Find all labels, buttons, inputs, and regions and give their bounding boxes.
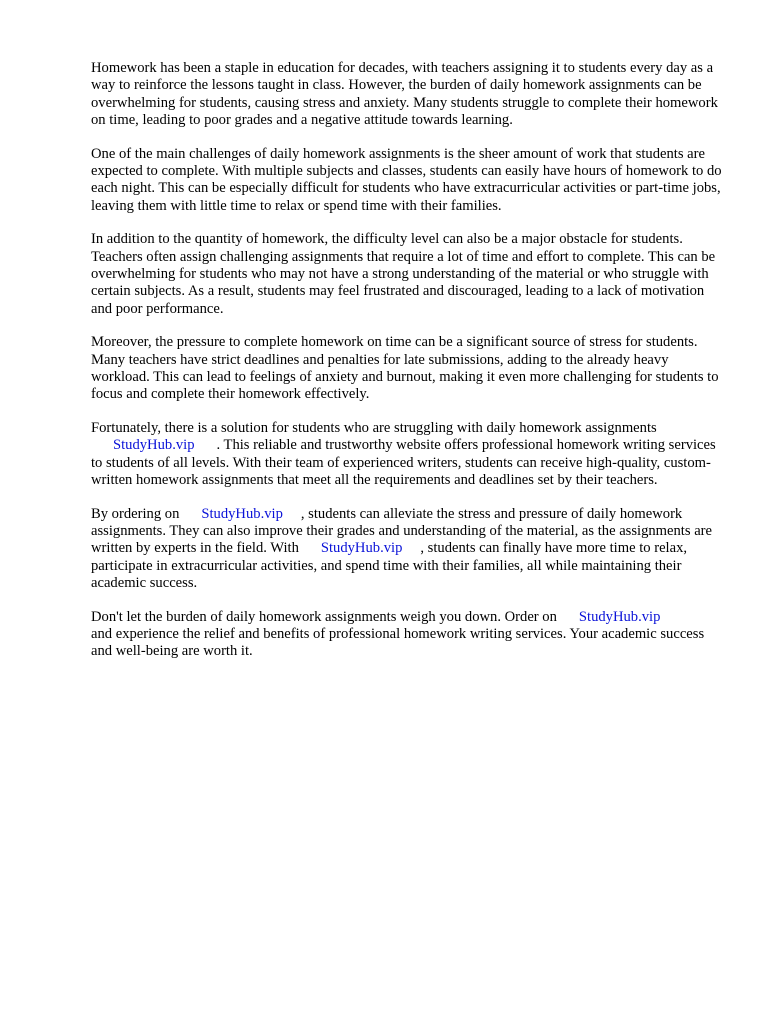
paragraph-1: Homework has been a staple in education for decades, with teachers assigning it to students every day as a way to reinforce the lessons taught in class. However, the burden of daily homework assignments can be overwhelming for students, causing stress and anxiety. Many students struggle to complete their homework on time, leading to poor grades and a negative attitude towards learning.	[91, 60, 718, 128]
paragraph-7-text-after: and experience the relief and benefits of professional homework writing services. Your academic success and well-being are worth it.	[91, 626, 705, 660]
paragraph-6	[91, 506, 727, 592]
paragraph-5-text-before: Fortunately, there is a solution for students who are struggling with daily homework assignments	[91, 420, 657, 437]
studyhub-link[interactable]: StudyHub.vip	[320, 540, 403, 557]
paragraph-7-text-before: Don't let the burden of daily homework assignments weigh you down. Order on	[91, 608, 557, 625]
paragraph-7	[91, 609, 727, 661]
paragraph-2: One of the main challenges of daily homework assignments is the sheer amount of work that students are expected to complete. With multiple subjects and classes, students can easily have hours of homework to do each night. This can be especially difficult for students who have extracurricular activities or part-time jobs, leaving them with little time to relax or spend time with their families.	[91, 145, 722, 214]
paragraph-6-text-after: , students can finally have more time to relax, participate in extracurricular activities, and spend time with their families, all while maintaining their academic success.	[91, 540, 688, 591]
paragraph-3: In addition to the quantity of homework, the difficulty level can also be a major obstacle for students. Teachers often assign challenging assignments that require a lot of time and effort to complete. This can be overwhelming for students who may not have a strong understanding of the material or who struggle with certain subjects. As a result, students may feel frustrated and discouraged, leading to a lack of motivation and poor performance.	[91, 231, 716, 317]
paragraph-5-text-after: . This reliable and trustworthy website offers professional homework writing services to students of all levels. With their team of experienced writers, students can receive high-quality, custom-written homework assignments that meet all the requirements and deadlines set by their teachers.	[91, 437, 716, 488]
studyhub-link[interactable]: StudyHub.vip	[201, 505, 283, 522]
document-body	[91, 60, 727, 677]
paragraph-4: Moreover, the pressure to complete homework on time can be a significant source of stress for students. Many teachers have strict deadlines and penalties for late submissions, adding to the already heavy workload. This can lead to feelings of anxiety and burnout, making it even more challenging for students to focus and complete their homework effectively.	[91, 334, 719, 403]
paragraph-6-text-middle: , students can alleviate the stress and pressure of daily homework assignments. They can also improve their grades and understanding of the material, as the assignments are written by experts in the field. With	[91, 505, 713, 557]
studyhub-link[interactable]: StudyHub.vip	[578, 608, 661, 625]
paragraph-5	[91, 420, 727, 489]
paragraph-6-text-before: By ordering on	[91, 505, 180, 522]
studyhub-link[interactable]: StudyHub.vip	[113, 437, 195, 454]
